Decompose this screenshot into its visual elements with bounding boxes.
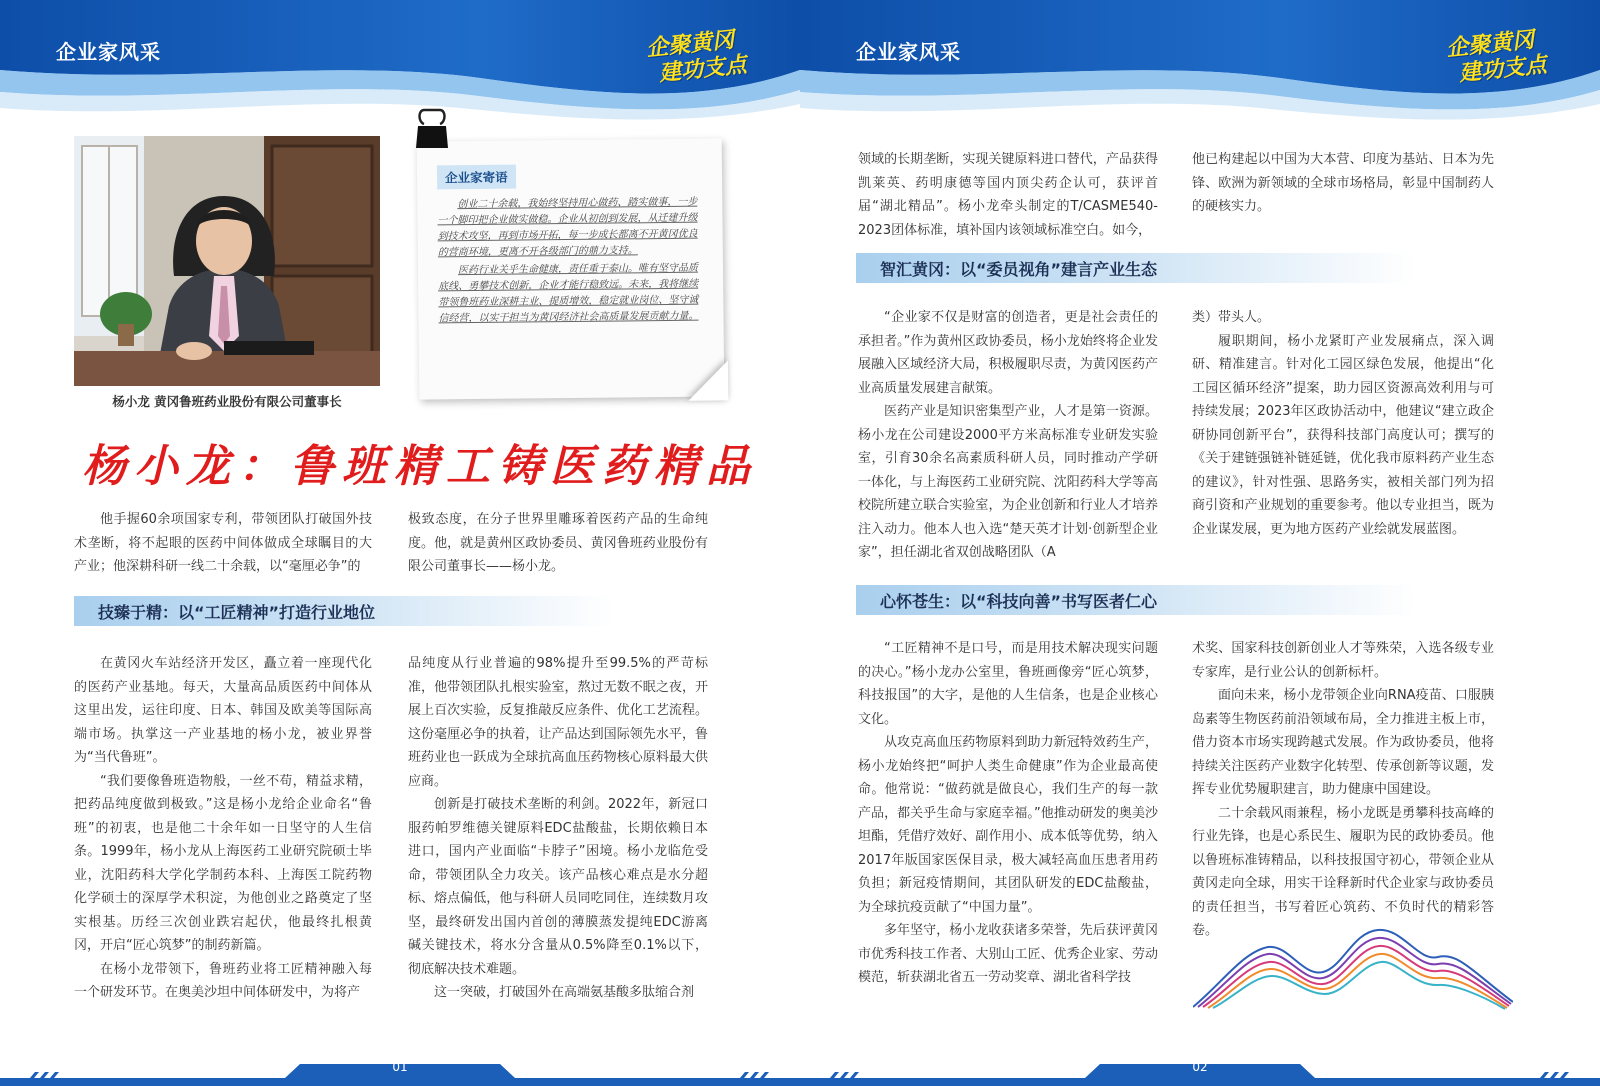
section1-col2-paragraph-1: 品纯度从行业普遍的98%提升至99.5%的严苛标准，他带领团队扎根实验室，熬过无数不眠之夜，开展上百次实验，反复推敲反应条件、优化工艺流程。这份毫厘必争的执着，让产品达到国际领先水平，鲁班药业也一跃成为全球抗高血压药物核心原料最大供应商。 — [408, 656, 708, 789]
section3-col1-paragraph-1: “工匠精神不是口号，而是用技术解决现实问题的决心。”杨小龙办公室里，鲁班画像旁“匠心筑梦，科技报国”的大字，是他的人生信条，也是企业核心文化。 — [858, 641, 1158, 727]
section2-col2-paragraph-1: 类）带头人。 — [1192, 310, 1271, 325]
entrepreneur-message-note — [417, 138, 725, 399]
section-heading-2: 智汇黄冈：以“委员视角”建言产业生态 — [880, 260, 1158, 279]
mountain-lines-icon — [1193, 922, 1513, 1012]
intro-column-2 — [408, 508, 708, 579]
section3-col1-paragraph-3: 多年坚守，杨小龙收获诸多荣誉，先后获评黄冈市优秀科技工作者、大别山工匠、优秀企业家、劳动模范，斩获湖北省五一劳动奖章、湖北省科学技 — [858, 923, 1158, 985]
note-paragraph-1: 创业二十余载，我始终坚持用心做药、踏实做事，一步一个脚印把企业做实做稳。企业从初创到发展，从迁建升级到技术攻坚，再到市场开拓，每一步成长都离不开黄冈优良的营商环境，更离不开各级部门的鼎力支持。 — [437, 196, 698, 259]
section2-col1-paragraph-2: 医药产业是知识密集型产业，人才是第一资源。杨小龙在公司建设2000平方米高标准专业研发实验室，引育30余名高素质科研人员，同时推动产学研一体化，与上海医药工业研究院、沈阳药科大学等高校院所建立联合实验室，为企业创新和行业人才培养注入动力。他本人也入选“楚天英才计划·创新型企业家”，担任湖北省双创战略团队（A — [858, 404, 1158, 560]
brand-logo — [645, 24, 761, 95]
continued-column-1 — [858, 148, 1158, 242]
binder-clip-icon — [414, 108, 450, 152]
brand-line-2: 建功支点 — [1457, 51, 1549, 87]
section3-column-1 — [858, 637, 1158, 990]
intro-paragraph-2: 极致态度，在分子世界里雕琢着医药产品的生命纯度。他，就是黄州区政协委员、黄冈鲁班药业股份有限公司董事长——杨小龙。 — [408, 512, 708, 574]
section2-column-1 — [858, 306, 1158, 565]
section1-col2-paragraph-3: 这一突破，打破国外在高端氨基酸多肽缩合剂 — [434, 985, 695, 1000]
section3-col2-paragraph-3: 二十余载风雨兼程，杨小龙既是勇攀科技高峰的行业先锋，也是心系民生、履职为民的政协委员。他以鲁班标准铸精品，以科技报国守初心，带领企业从黄冈走向全球，用实干诠释新时代企业家与政协委员的责任担当，书写着匠心筑药、不负时代的精彩答卷。 — [1192, 805, 1494, 938]
continued-paragraph-1: 领域的长期垄断，实现关键原料进口替代，产品获得凯莱英、药明康德等国内顶尖药企认可，获评首届“湖北精品”。杨小龙牵头制定的T/CASME540-2023团体标准，填补国内该领域标准空白。如今， — [858, 152, 1158, 238]
note-tag: 企业家寄语 — [437, 165, 516, 190]
intro-paragraph-1: 他手握60余项国家专利，带领团队打破国外技术垄断，将不起眼的医药中间体做成全球瞩目的大产业；他深耕科研一线二十余载，以“毫厘必争”的 — [74, 512, 372, 574]
section-heading-band-3 — [856, 585, 1416, 615]
section2-column-2 — [1192, 306, 1494, 541]
section-heading-band-1 — [74, 596, 614, 626]
section1-col1-paragraph-1: 在黄冈火车站经济开发区，矗立着一座现代化的医药产业基地。每天，大量高品质医药中间体从这里出发，运往印度、日本、韩国及欧美等国际高端市场。执掌这一产业基地的杨小龙，被业界誉为“当代鲁班”。 — [74, 656, 372, 765]
section3-col2-paragraph-2: 面向未来，杨小龙带领企业向RNA疫苗、口服胰岛素等生物医药前沿领域布局，全力推进主板上市，借力资本市场实现跨越式发展。作为政协委员，他将持续关注医药产业数字化转型、传承创新等议题，发挥专业优势履职建言，助力健康中国建设。 — [1192, 688, 1494, 797]
section1-col2-paragraph-2: 创新是打破技术垄断的利剑。2022年，新冠口服药帕罗维德关键原料EDC盐酸盐，长期依赖日本进口，国内产业面临“卡脖子”困境。杨小龙临危受命，带领团队全力攻关。该产品核心难点是水分超标、熔点偏低，他与科研人员同吃同住，连续数月攻坚，最终研发出国内首创的薄膜蒸发提纯EDC游离碱关键技术，将水分含量从0.5%降至0.1%以下，彻底解决技术难题。 — [408, 797, 708, 977]
section-heading-3: 心怀苍生：以“科技向善”书写医者仁心 — [880, 592, 1158, 611]
continued-paragraph-2: 他已构建起以中国为大本营、印度为基站、日本为先锋、欧洲为新领域的全球市场格局，彰显中国制药人的硬核实力。 — [1192, 152, 1494, 214]
section1-column-2 — [408, 652, 708, 1005]
note-paragraph-2: 医药行业关乎生命健康，责任重于泰山。唯有坚守品质底线、勇攀技术创新，企业才能行稳致远。未来，我将继续带领鲁班药业深耕主业、提质增效，稳定就业岗位、坚守诚信经营，以实干担当为黄冈经济社会高质量发展贡献力量。 — [438, 262, 699, 325]
photo-caption: 杨小龙 黄冈鲁班药业股份有限公司董事长 — [112, 394, 342, 409]
portrait-photo — [74, 136, 380, 386]
section1-col1-paragraph-3: 在杨小龙带领下，鲁班药业将工匠精神融入每一个研发环节。在奥美沙坦中间体研发中，为将产 — [74, 961, 372, 1000]
brand-line-2: 建功支点 — [657, 51, 749, 87]
brand-line-1: 企聚黄冈 — [1445, 26, 1536, 62]
note-page-curl — [688, 360, 728, 400]
right-page — [800, 0, 1600, 1086]
main-title: 杨小龙：鲁班精工铸医药精品 — [82, 441, 758, 492]
section3-column-2 — [1192, 637, 1494, 943]
section-heading-1: 技臻于精：以“工匠精神”打造行业地位 — [98, 603, 376, 622]
section1-col1-paragraph-2: “我们要像鲁班造物般，一丝不苟，精益求精，把药品纯度做到极致。”这是杨小龙给企业命名“鲁班”的初衷，也是他二十余年如一日坚守的人生信条。1999年，杨小龙从上海医药工业研究院硕士毕业，沈阳药科大学化学制药本科、上海医工院药物化学硕士的深厚学术积淀，为他创业之路奠定了坚实根基。历经三次创业跌宕起伏，他最终扎根黄冈，开启“匠心筑梦”的制药新篇。 — [74, 773, 372, 953]
section3-col2-paragraph-1: 术奖、国家科技创新创业人才等殊荣，入选各级专业专家库，是行业公认的创新标杆。 — [1192, 641, 1494, 680]
section3-col1-paragraph-2: 从攻克高血压药物原料到助力新冠特效药生产，杨小龙始终把“呵护人类生命健康”作为企业最高使命。他常说：“做药就是做良心，我们生产的每一款产品，都关乎生命与家庭幸福。”他推动研发的奥美沙坦酯，凭借疗效好、副作用小、成本低等优势，纳入2017年版国家医保目录，极大减轻高血压患者用药负担；新冠疫情期间，其团队研发的EDC盐酸盐，为全球抗疫贡献了“中国力量”。 — [858, 735, 1158, 915]
section-heading-band-2 — [856, 253, 1416, 283]
continued-column-2 — [1192, 148, 1494, 219]
page-number: 02 — [1192, 1060, 1208, 1074]
section-title: 企业家风采 — [856, 40, 961, 64]
section2-col1-paragraph-1: “企业家不仅是财富的创造者，更是社会责任的承担者。”作为黄州区政协委员，杨小龙始终将企业发展融入区域经济大局，积极履职尽责，为黄冈医药产业高质量发展建言献策。 — [858, 310, 1158, 396]
section1-column-1 — [74, 652, 372, 1005]
brand-line-1: 企聚黄冈 — [645, 26, 736, 62]
section2-col2-paragraph-2: 履职期间，杨小龙紧盯产业发展痛点，深入调研、精准建言。针对化工园区绿色发展，他提出“化工园区循环经济”提案，助力园区资源高效利用与可持续发展；2023年区政协活动中，他建议“建立政企研协同创新平台”，获得科技部门高度认可；撰写的《关于建链强链补链延链，优化我市原料药产业生态的建议》，针对性强、思路务实，被相关部门列为招商引资和产业规划的重要参考。他以专业担当，既为企业谋发展，更为地方医药产业绘就发展蓝图。 — [1192, 333, 1494, 537]
section-title: 企业家风采 — [56, 40, 161, 64]
intro-column-1 — [74, 508, 372, 579]
page-number: 01 — [392, 1060, 408, 1074]
brand-logo — [1445, 24, 1561, 95]
